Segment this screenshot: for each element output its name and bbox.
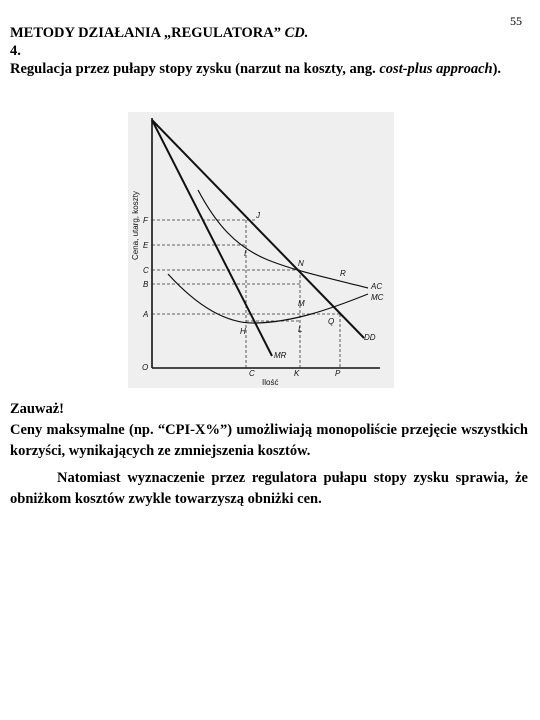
body-text (10, 399, 528, 510)
title-line-3a: Regulacja przez pułapy stopy zysku (narzut na koszty, ang. (10, 61, 380, 77)
demand-line-dd (152, 120, 364, 338)
point-label-l: L (298, 325, 303, 334)
vertical-guides (246, 220, 340, 368)
title-line-2: 4. (10, 43, 21, 59)
point-label-q: Q (328, 317, 335, 326)
title-line-1-italic: CD. (284, 25, 309, 41)
curve-label-dd: DD (364, 333, 376, 342)
point-label-j: J (256, 211, 260, 220)
page-number: 55 (510, 14, 522, 28)
point-label-h: H (240, 327, 246, 336)
title-line-3b: ). (492, 61, 502, 77)
note-title: Zauważ! (10, 401, 64, 417)
x-label-k: K (294, 369, 300, 378)
diagram-svg (128, 112, 394, 388)
y-label-c: C (143, 266, 149, 275)
cost-price-diagram (128, 112, 394, 388)
y-label-f: F (143, 216, 148, 225)
point-label-i: I (244, 249, 247, 258)
title-line-3-italic: cost-plus approach (379, 61, 493, 77)
y-label-a: A (143, 310, 149, 319)
point-label-m: M (298, 299, 305, 308)
page-title (10, 24, 528, 78)
origin-label: O (142, 363, 149, 372)
paragraph-1: Ceny maksymalne (np. “CPI-X%”) umożliwiają monopoliście przejęcie wszystkich korzyści, wynikających ze zmniejszenia kosztów. (10, 422, 528, 459)
title-line-1: METODY DZIAŁANIA „REGULATORA” (10, 25, 285, 41)
x-label-p: P (335, 369, 341, 378)
y-label-e: E (143, 241, 149, 250)
paragraph-2: Natomiast wyznaczenie przez regulatora pułapu stopy zysku sprawia, że obniżkom kosztów zwykle towarzyszą obniżki cen. (10, 470, 528, 507)
y-axis-label: Cena, utarg, koszty (131, 191, 140, 260)
point-label-n: N (298, 259, 304, 268)
curve-label-mr: MR (274, 351, 287, 360)
curve-label-mc: MC (371, 293, 384, 302)
marginal-revenue-line-mr (152, 120, 272, 356)
curve-label-ac: AC (371, 282, 383, 291)
x-axis-label: Ilość (262, 378, 279, 387)
marginal-cost-curve-mc (168, 274, 368, 323)
x-label-c: C (249, 369, 255, 378)
point-label-r: R (340, 269, 346, 278)
y-label-b: B (143, 280, 149, 289)
